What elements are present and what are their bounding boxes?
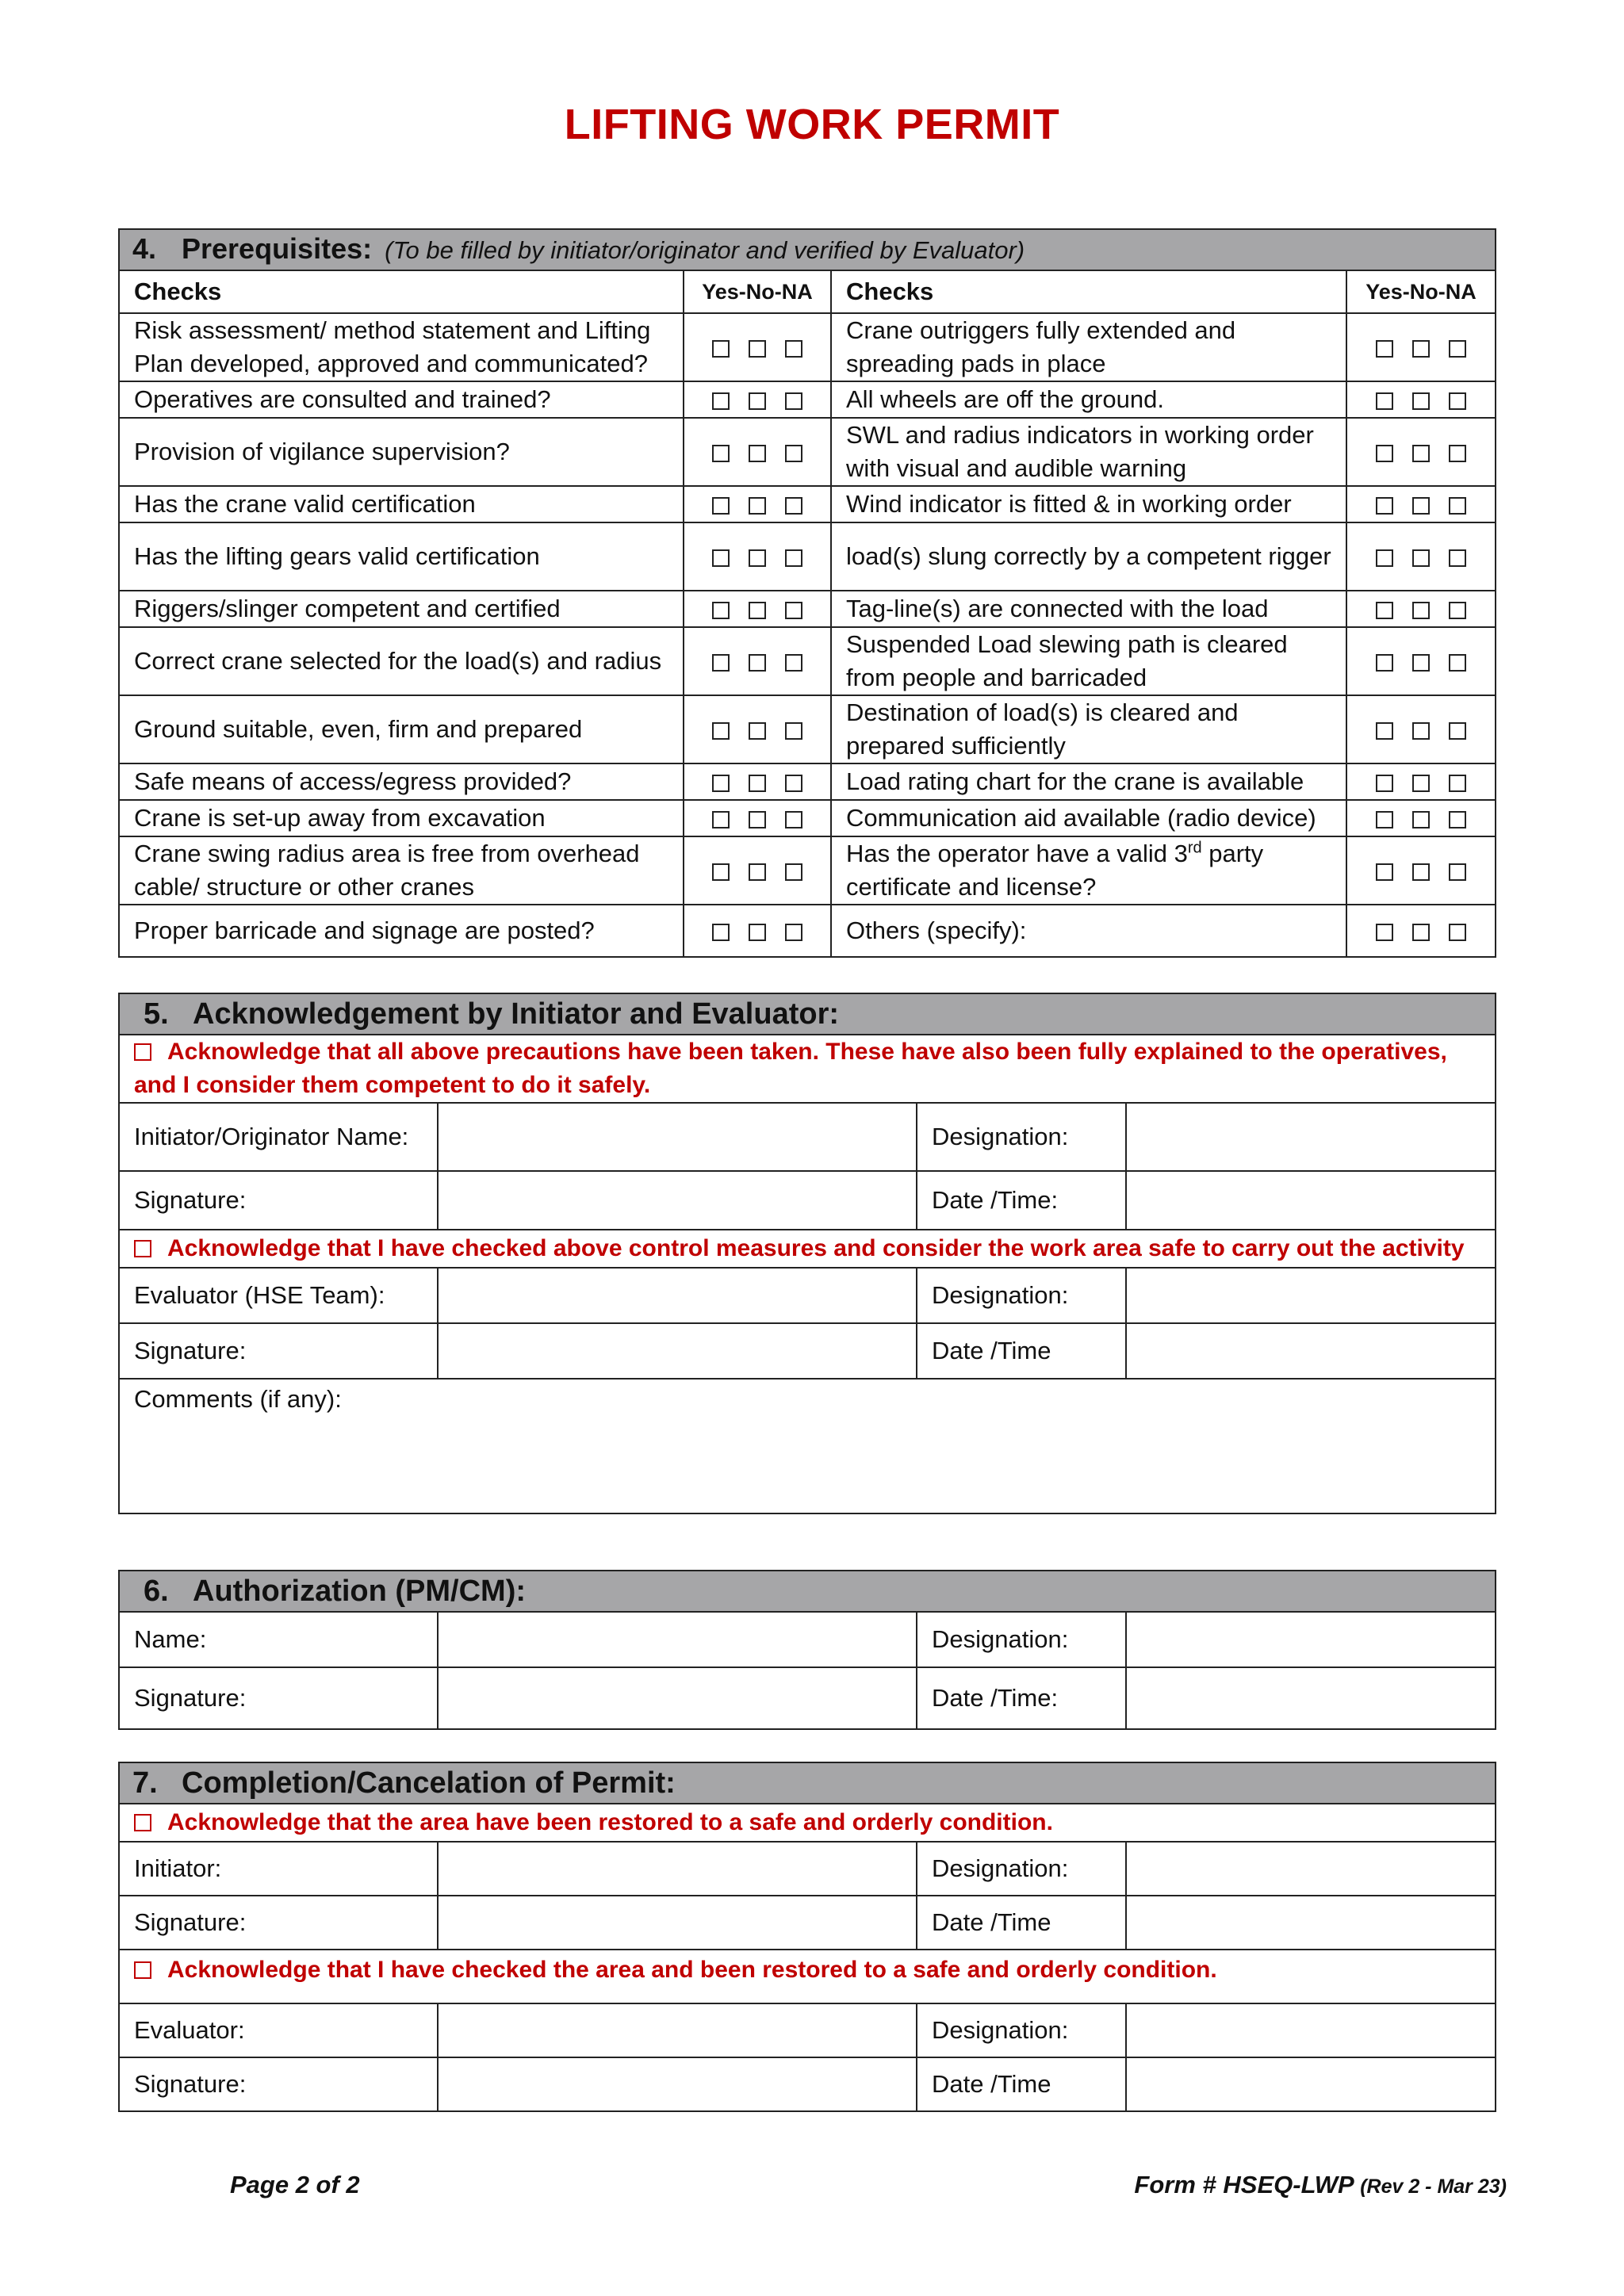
check-right-3-no-checkbox[interactable] <box>1412 445 1430 462</box>
check-right-3-na-checkbox[interactable] <box>1449 445 1466 462</box>
page-title: LIFTING WORK PERMIT <box>564 101 1060 148</box>
check-left-11-yes-checkbox[interactable] <box>712 863 730 881</box>
check-right-8-na-checkbox[interactable] <box>1449 722 1466 740</box>
authorization-name-row <box>119 1612 1496 1667</box>
check-right-3: SWL and radius indicators in working order with visual and audible warning <box>831 418 1346 486</box>
completion-evaluator-datetime-label: Date /Time <box>917 2057 1126 2111</box>
check-left-5-na-checkbox[interactable] <box>785 549 802 567</box>
checklist-row <box>119 627 1496 695</box>
check-left-7-na-checkbox[interactable] <box>785 654 802 672</box>
check-left-8-yes-no-na <box>684 695 831 763</box>
check-left-8-na-checkbox[interactable] <box>785 722 802 740</box>
form-revision: (Rev 2 - Mar 23) <box>1360 2175 1507 2198</box>
check-left-5-yes-checkbox[interactable] <box>712 549 730 567</box>
check-right-2-no-checkbox[interactable] <box>1412 392 1430 410</box>
check-right-10-yes-no-na <box>1346 800 1496 836</box>
evaluator-name-field[interactable] <box>438 1268 917 1323</box>
check-left-6-yes-checkbox[interactable] <box>712 602 730 619</box>
section-7-header: 7. Completion/Cancelation of Permit: <box>119 1762 1496 1804</box>
auth-designation-field[interactable] <box>1126 1612 1496 1667</box>
completion-evaluator-designation-label: Designation: <box>917 2003 1126 2057</box>
check-right-9-na-checkbox[interactable] <box>1449 775 1466 792</box>
completion-evaluator-row <box>119 2003 1496 2057</box>
check-right-8: Destination of load(s) is cleared and prepared sufficiently <box>831 695 1346 763</box>
ack-row-1 <box>119 1035 1496 1103</box>
check-left-9: Safe means of access/egress provided? <box>119 763 684 800</box>
check-left-9-yes-checkbox[interactable] <box>712 775 730 792</box>
evaluator-datetime-field[interactable] <box>1126 1323 1496 1379</box>
check-right-6: Tag-line(s) are connected with the load <box>831 591 1346 627</box>
check-left-6-na-checkbox[interactable] <box>785 602 802 619</box>
check-right-7: Suspended Load slewing path is cleared from people and barricaded <box>831 627 1346 695</box>
check-left-7-no-checkbox[interactable] <box>749 654 766 672</box>
check-left-3: Provision of vigilance supervision? <box>119 418 684 486</box>
check-right-5-yes-checkbox[interactable] <box>1376 549 1393 567</box>
initiator-name-field[interactable] <box>438 1103 917 1171</box>
check-right-1-no-checkbox[interactable] <box>1412 340 1430 358</box>
check-left-10-na-checkbox[interactable] <box>785 811 802 828</box>
check-left-2-yes-no-na <box>684 381 831 418</box>
check-right-1-yes-no-na <box>1346 313 1496 381</box>
auth-datetime-label: Date /Time: <box>917 1667 1126 1729</box>
check-left-2-no-checkbox[interactable] <box>749 392 766 410</box>
auth-signature-field[interactable] <box>438 1667 917 1729</box>
check-right-11-text: Has the operator have a valid 3 <box>846 840 1188 867</box>
initiator-signature-row <box>119 1171 1496 1230</box>
checks-header-right: Checks <box>831 270 1346 313</box>
check-left-3-yes-no-na <box>684 418 831 486</box>
check-left-3-no-checkbox[interactable] <box>749 445 766 462</box>
check-right-1: Crane outriggers fully extended and spreading pads in place <box>831 313 1346 381</box>
check-left-5-yes-no-na <box>684 522 831 591</box>
prerequisites-table <box>118 228 1496 958</box>
checklist-row <box>119 800 1496 836</box>
check-right-10-na-checkbox[interactable] <box>1449 811 1466 828</box>
initiator-datetime-label: Date /Time: <box>917 1171 1126 1230</box>
check-left-7-yes-no-na <box>684 627 831 695</box>
check-left-7-yes-checkbox[interactable] <box>712 654 730 672</box>
check-left-4-na-checkbox[interactable] <box>785 497 802 515</box>
check-right-8-yes-no-na <box>1346 695 1496 763</box>
check-right-11-no-checkbox[interactable] <box>1412 863 1430 881</box>
completion-ack-row-2 <box>119 1950 1496 2003</box>
checklist-row <box>119 905 1496 957</box>
check-left-5: Has the lifting gears valid certification <box>119 522 684 591</box>
check-right-7-na-checkbox[interactable] <box>1449 654 1466 672</box>
check-left-4-yes-checkbox[interactable] <box>712 497 730 515</box>
completion-ack-2-checkbox[interactable] <box>134 1961 151 1979</box>
check-left-8-no-checkbox[interactable] <box>749 722 766 740</box>
check-left-1-yes-checkbox[interactable] <box>712 340 730 358</box>
check-right-2-yes-no-na <box>1346 381 1496 418</box>
check-left-11-na-checkbox[interactable] <box>785 863 802 881</box>
ack-1-text: Acknowledge that all above precautions have been taken. These have also been fully explained to the operatives, and I consider them competent to do it safely. <box>134 1039 1447 1098</box>
check-right-6-no-checkbox[interactable] <box>1412 602 1430 619</box>
check-right-4-yes-no-na <box>1346 486 1496 522</box>
check-left-2-yes-checkbox[interactable] <box>712 392 730 410</box>
check-right-7-no-checkbox[interactable] <box>1412 654 1430 672</box>
check-right-1-na-checkbox[interactable] <box>1449 340 1466 358</box>
check-left-11: Crane swing radius area is free from overhead cable/ structure or other cranes <box>119 836 684 905</box>
completion-table <box>118 1762 1496 2112</box>
completion-initiator-datetime-label: Date /Time <box>917 1896 1126 1950</box>
check-right-9-yes-checkbox[interactable] <box>1376 775 1393 792</box>
check-right-11 <box>831 836 1346 905</box>
check-right-4-yes-checkbox[interactable] <box>1376 497 1393 515</box>
section-4-note: (To be filled by initiator/originator and verified by Evaluator) <box>385 236 1025 264</box>
check-left-12-yes-checkbox[interactable] <box>712 924 730 941</box>
auth-designation-label: Designation: <box>917 1612 1126 1667</box>
comments-label: Comments (if any): <box>134 1385 342 1413</box>
auth-datetime-field[interactable] <box>1126 1667 1496 1729</box>
check-right-8-no-checkbox[interactable] <box>1412 722 1430 740</box>
evaluator-datetime-label: Date /Time <box>917 1323 1126 1379</box>
auth-signature-label: Signature: <box>119 1667 438 1729</box>
completion-initiator-designation-field[interactable] <box>1126 1842 1496 1896</box>
authorization-table <box>118 1570 1496 1730</box>
comments-row <box>119 1379 1496 1513</box>
check-right-4-na-checkbox[interactable] <box>1449 497 1466 515</box>
check-left-10-yes-no-na <box>684 800 831 836</box>
completion-ack-1-checkbox[interactable] <box>134 1814 151 1831</box>
check-right-12-yes-checkbox[interactable] <box>1376 924 1393 941</box>
checklist-row <box>119 591 1496 627</box>
check-right-3-yes-checkbox[interactable] <box>1376 445 1393 462</box>
check-left-6-no-checkbox[interactable] <box>749 602 766 619</box>
check-left-1-na-checkbox[interactable] <box>785 340 802 358</box>
check-right-6-yes-no-na <box>1346 591 1496 627</box>
check-right-5: load(s) slung correctly by a competent rigger <box>831 522 1346 591</box>
check-left-1: Risk assessment/ method statement and Lifting Plan developed, approved and communicated? <box>119 313 684 381</box>
yn-header-left: Yes-No-NA <box>684 270 831 313</box>
check-right-1-yes-checkbox[interactable] <box>1376 340 1393 358</box>
section-7-title: Completion/Cancelation of Permit: <box>182 1766 676 1800</box>
check-left-4-no-checkbox[interactable] <box>749 497 766 515</box>
initiator-signature-field[interactable] <box>438 1171 917 1230</box>
acknowledgement-table <box>118 993 1496 1514</box>
completion-initiator-row <box>119 1842 1496 1896</box>
check-left-9-no-checkbox[interactable] <box>749 775 766 792</box>
check-right-10: Communication aid available (radio device) <box>831 800 1346 836</box>
check-left-10-yes-checkbox[interactable] <box>712 811 730 828</box>
column-header-row <box>119 270 1496 313</box>
check-left-10: Crane is set-up away from excavation <box>119 800 684 836</box>
completion-evaluator-field[interactable] <box>438 2003 917 2057</box>
check-left-9-yes-no-na <box>684 763 831 800</box>
check-left-10-no-checkbox[interactable] <box>749 811 766 828</box>
ack-2-checkbox[interactable] <box>134 1240 151 1257</box>
check-right-2: All wheels are off the ground. <box>831 381 1346 418</box>
initiator-designation-field[interactable] <box>1126 1103 1496 1171</box>
check-right-5-no-checkbox[interactable] <box>1412 549 1430 567</box>
check-left-2: Operatives are consulted and trained? <box>119 381 684 418</box>
section-5-title: Acknowledgement by Initiator and Evaluator: <box>193 997 840 1031</box>
check-right-9-no-checkbox[interactable] <box>1412 775 1430 792</box>
check-left-12-na-checkbox[interactable] <box>785 924 802 941</box>
check-left-9-na-checkbox[interactable] <box>785 775 802 792</box>
section-4-title: Prerequisites: <box>182 232 373 265</box>
check-right-12-yes-no-na <box>1346 905 1496 957</box>
completion-ack-row-1 <box>119 1804 1496 1842</box>
auth-name-field[interactable] <box>438 1612 917 1667</box>
checklist-row <box>119 381 1496 418</box>
page-number: Page 2 of 2 <box>230 2171 360 2198</box>
check-right-9: Load rating chart for the crane is available <box>831 763 1346 800</box>
initiator-name-label: Initiator/Originator Name: <box>119 1103 438 1171</box>
check-left-2-na-checkbox[interactable] <box>785 392 802 410</box>
comments-field[interactable] <box>119 1379 1496 1513</box>
check-left-1-no-checkbox[interactable] <box>749 340 766 358</box>
checklist-row <box>119 313 1496 381</box>
completion-initiator-field[interactable] <box>438 1842 917 1896</box>
completion-initiator-signature-field[interactable] <box>438 1896 917 1950</box>
check-left-11-yes-no-na <box>684 836 831 905</box>
check-left-12: Proper barricade and signage are posted? <box>119 905 684 957</box>
check-right-5-na-checkbox[interactable] <box>1449 549 1466 567</box>
yn-header-right: Yes-No-NA <box>1346 270 1496 313</box>
check-left-6: Riggers/slinger competent and certified <box>119 591 684 627</box>
checklist-row <box>119 522 1496 591</box>
evaluator-signature-row <box>119 1323 1496 1379</box>
check-left-11-no-checkbox[interactable] <box>749 863 766 881</box>
completion-initiator-label: Initiator: <box>119 1842 438 1896</box>
checklist-row <box>119 418 1496 486</box>
completion-evaluator-datetime-field[interactable] <box>1126 2057 1496 2111</box>
check-right-4-no-checkbox[interactable] <box>1412 497 1430 515</box>
completion-evaluator-signature-row <box>119 2057 1496 2111</box>
section-6-title: Authorization (PM/CM): <box>193 1575 527 1608</box>
check-left-5-no-checkbox[interactable] <box>749 549 766 567</box>
check-left-8-yes-checkbox[interactable] <box>712 722 730 740</box>
completion-ack-1-text: Acknowledge that the area have been restored to a safe and orderly condition. <box>167 1809 1053 1835</box>
check-right-7-yes-checkbox[interactable] <box>1376 654 1393 672</box>
initiator-datetime-field[interactable] <box>1126 1171 1496 1230</box>
check-left-6-yes-no-na <box>684 591 831 627</box>
check-right-8-yes-checkbox[interactable] <box>1376 722 1393 740</box>
check-right-11-yes-no-na <box>1346 836 1496 905</box>
completion-evaluator-signature-label: Signature: <box>119 2057 438 2111</box>
check-left-12-no-checkbox[interactable] <box>749 924 766 941</box>
check-right-5-yes-no-na <box>1346 522 1496 591</box>
check-left-8: Ground suitable, even, firm and prepared <box>119 695 684 763</box>
initiator-row <box>119 1103 1496 1171</box>
section-4-header: 4. Prerequisites: (To be filled by initiator/originator and verified by Evaluator) <box>119 229 1496 270</box>
check-left-4-yes-no-na <box>684 486 831 522</box>
evaluator-designation-field[interactable] <box>1126 1268 1496 1323</box>
check-left-3-yes-checkbox[interactable] <box>712 445 730 462</box>
check-right-11-yes-checkbox[interactable] <box>1376 863 1393 881</box>
evaluator-label: Evaluator (HSE Team): <box>119 1268 438 1323</box>
check-right-6-na-checkbox[interactable] <box>1449 602 1466 619</box>
checks-header-left: Checks <box>119 270 684 313</box>
completion-evaluator-designation-field[interactable] <box>1126 2003 1496 2057</box>
initiator-signature-label: Signature: <box>119 1171 438 1230</box>
check-left-4: Has the crane valid certification <box>119 486 684 522</box>
ack-row-2 <box>119 1230 1496 1268</box>
evaluator-signature-label: Signature: <box>119 1323 438 1379</box>
evaluator-row <box>119 1268 1496 1323</box>
check-right-10-no-checkbox[interactable] <box>1412 811 1430 828</box>
check-left-12-yes-no-na <box>684 905 831 957</box>
authorization-signature-row <box>119 1667 1496 1729</box>
completion-evaluator-signature-field[interactable] <box>438 2057 917 2111</box>
check-right-12-no-checkbox[interactable] <box>1412 924 1430 941</box>
check-right-6-yes-checkbox[interactable] <box>1376 602 1393 619</box>
check-right-7-yes-no-na <box>1346 627 1496 695</box>
check-right-2-yes-checkbox[interactable] <box>1376 392 1393 410</box>
auth-name-label: Name: <box>119 1612 438 1667</box>
checklist-row <box>119 836 1496 905</box>
form-id: Form # HSEQ-LWP <box>1134 2171 1354 2198</box>
form-number <box>1134 2171 1507 2199</box>
section-6-header: 6. Authorization (PM/CM): <box>119 1571 1496 1612</box>
completion-initiator-signature-row <box>119 1896 1496 1950</box>
completion-evaluator-label: Evaluator: <box>119 2003 438 2057</box>
check-right-12: Others (specify): <box>831 905 1346 957</box>
check-right-9-yes-no-na <box>1346 763 1496 800</box>
check-right-3-yes-no-na <box>1346 418 1496 486</box>
completion-initiator-datetime-field[interactable] <box>1126 1896 1496 1950</box>
check-right-10-yes-checkbox[interactable] <box>1376 811 1393 828</box>
ack-1-checkbox[interactable] <box>134 1043 151 1061</box>
checklist-row <box>119 486 1496 522</box>
evaluator-designation-label: Designation: <box>917 1268 1126 1323</box>
ordinal-suffix: rd <box>1187 839 1202 857</box>
completion-initiator-designation-label: Designation: <box>917 1842 1126 1896</box>
checklist-row <box>119 763 1496 800</box>
check-right-12-na-checkbox[interactable] <box>1449 924 1466 941</box>
check-right-2-na-checkbox[interactable] <box>1449 392 1466 410</box>
completion-initiator-signature-label: Signature: <box>119 1896 438 1950</box>
section-5-header: 5. Acknowledgement by Initiator and Evaluator: <box>119 993 1496 1035</box>
check-left-1-yes-no-na <box>684 313 831 381</box>
completion-ack-2-text: Acknowledge that I have checked the area and been restored to a safe and orderly condition. <box>167 1957 1217 1983</box>
check-right-11-na-checkbox[interactable] <box>1449 863 1466 881</box>
check-left-3-na-checkbox[interactable] <box>785 445 802 462</box>
check-left-7: Correct crane selected for the load(s) and radius <box>119 627 684 695</box>
check-right-4: Wind indicator is fitted & in working order <box>831 486 1346 522</box>
evaluator-signature-field[interactable] <box>438 1323 917 1379</box>
initiator-designation-label: Designation: <box>917 1103 1126 1171</box>
check-right-11-rest: party certificate and license? <box>846 840 1264 901</box>
ack-2-text: Acknowledge that I have checked above control measures and consider the work area safe to carry out the activity <box>167 1235 1465 1261</box>
checklist-row <box>119 695 1496 763</box>
